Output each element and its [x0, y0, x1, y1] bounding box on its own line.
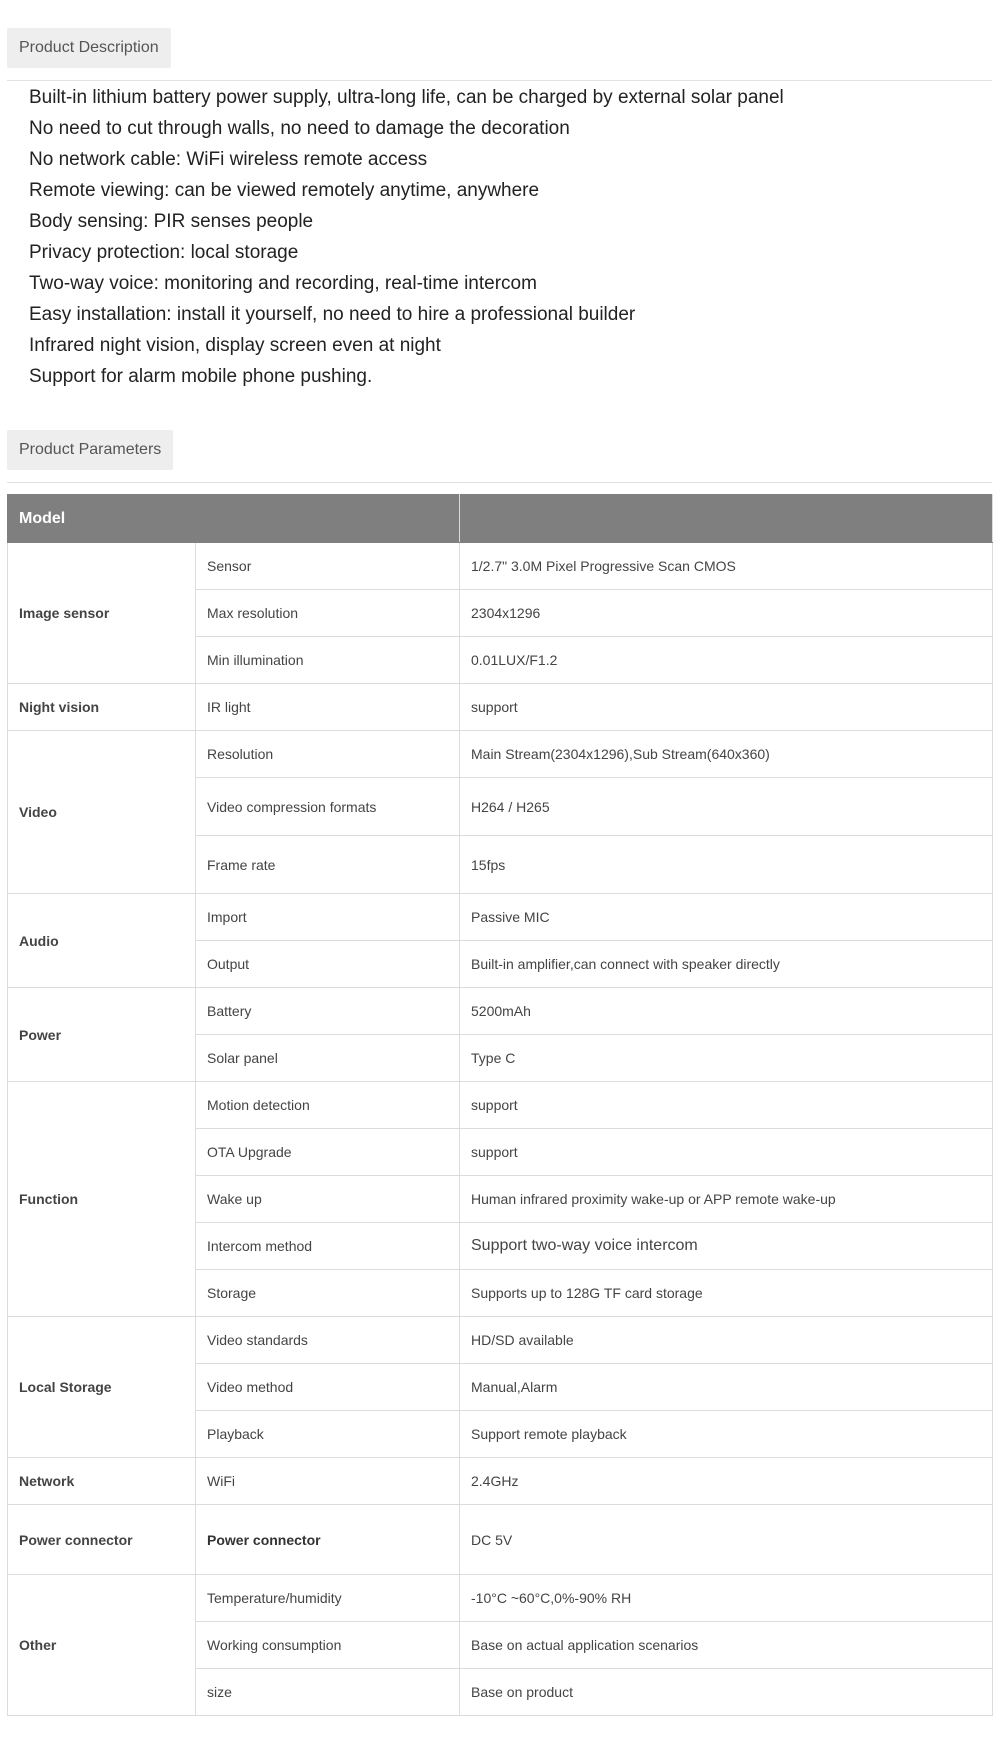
- param-label: Min illumination: [196, 637, 460, 684]
- param-label: Max resolution: [196, 590, 460, 637]
- param-value: 5200mAh: [460, 988, 993, 1035]
- feature-item: Infrared night vision, display screen even at night: [29, 335, 441, 356]
- param-value: Main Stream(2304x1296),Sub Stream(640x360): [460, 731, 993, 778]
- param-value: support: [460, 1082, 993, 1129]
- param-value: Support remote playback: [460, 1411, 993, 1458]
- table-row: [8, 1575, 993, 1622]
- param-label: Storage: [196, 1270, 460, 1317]
- param-value: 0.01LUX/F1.2: [460, 637, 993, 684]
- group-local-storage: Local Storage: [8, 1317, 196, 1458]
- section-divider: [7, 80, 992, 81]
- param-value: H264 / H265: [460, 778, 993, 836]
- feature-item: No need to cut through walls, no need to damage the decoration: [29, 118, 570, 139]
- group-network: Network: [8, 1458, 196, 1505]
- feature-item: Two-way voice: monitoring and recording, real-time intercom: [29, 273, 537, 294]
- param-value: Base on product: [460, 1669, 993, 1716]
- table-row: [8, 684, 993, 731]
- table-row: [8, 1082, 993, 1129]
- param-value: HD/SD available: [460, 1317, 993, 1364]
- param-label: Resolution: [196, 731, 460, 778]
- model-value-header: [460, 495, 993, 543]
- product-description-tab: Product Description: [7, 28, 171, 68]
- feature-item: Easy installation: install it yourself, no need to hire a professional builder: [29, 304, 636, 325]
- feature-item: Body sensing: PIR senses people: [29, 211, 314, 232]
- param-label: Working consumption: [196, 1622, 460, 1669]
- param-value: -10°C ~60°C,0%-90% RH: [460, 1575, 993, 1622]
- model-header: Model: [8, 495, 460, 543]
- param-value: 2304x1296: [460, 590, 993, 637]
- feature-item: No network cable: WiFi wireless remote access: [29, 149, 428, 170]
- feature-list: [29, 82, 784, 392]
- param-value: Type C: [460, 1035, 993, 1082]
- param-label: Power connector: [196, 1505, 460, 1575]
- param-label: Sensor: [196, 543, 460, 590]
- group-power: Power: [8, 988, 196, 1082]
- group-other: Other: [8, 1575, 196, 1716]
- param-value: support: [460, 684, 993, 731]
- group-video: Video: [8, 731, 196, 894]
- table-row: [8, 1317, 993, 1364]
- param-value: Base on actual application scenarios: [460, 1622, 993, 1669]
- table-row: [8, 988, 993, 1035]
- param-value: DC 5V: [460, 1505, 993, 1575]
- param-label: size: [196, 1669, 460, 1716]
- param-label: Solar panel: [196, 1035, 460, 1082]
- product-parameters-tab: Product Parameters: [7, 430, 173, 470]
- param-label: IR light: [196, 684, 460, 731]
- param-label: Output: [196, 941, 460, 988]
- feature-item: Privacy protection: local storage: [29, 242, 299, 263]
- param-label: Wake up: [196, 1176, 460, 1223]
- param-label: Intercom method: [196, 1223, 460, 1270]
- table-row: [8, 1458, 993, 1505]
- param-value: Passive MIC: [460, 894, 993, 941]
- group-image-sensor: Image sensor: [8, 543, 196, 684]
- param-value: 1/2.7" 3.0M Pixel Progressive Scan CMOS: [460, 543, 993, 590]
- feature-item: Remote viewing: can be viewed remotely anytime, anywhere: [29, 180, 540, 201]
- table-header-row: [8, 495, 993, 543]
- param-label: Video method: [196, 1364, 460, 1411]
- param-label: Frame rate: [196, 836, 460, 894]
- feature-item: Built-in lithium battery power supply, ultra-long life, can be charged by external solar panel: [29, 87, 784, 108]
- param-value: 15fps: [460, 836, 993, 894]
- param-value: Support two-way voice intercom: [460, 1223, 993, 1270]
- param-label: Battery: [196, 988, 460, 1035]
- table-row: [8, 1505, 993, 1575]
- param-label: Video standards: [196, 1317, 460, 1364]
- param-value: Manual,Alarm: [460, 1364, 993, 1411]
- param-label: Video compression formats: [196, 778, 460, 836]
- param-label: Playback: [196, 1411, 460, 1458]
- group-power-connector: Power connector: [8, 1505, 196, 1575]
- param-value: support: [460, 1129, 993, 1176]
- table-row: [8, 731, 993, 778]
- param-label: Temperature/humidity: [196, 1575, 460, 1622]
- group-night-vision: Night vision: [8, 684, 196, 731]
- table-row: [8, 543, 993, 590]
- param-label: Import: [196, 894, 460, 941]
- parameters-table: [7, 494, 993, 1716]
- param-label: OTA Upgrade: [196, 1129, 460, 1176]
- param-label: WiFi: [196, 1458, 460, 1505]
- param-label: Motion detection: [196, 1082, 460, 1129]
- param-value: Supports up to 128G TF card storage: [460, 1270, 993, 1317]
- group-function: Function: [8, 1082, 196, 1317]
- table-row: [8, 894, 993, 941]
- param-value: Built-in amplifier,can connect with speaker directly: [460, 941, 993, 988]
- feature-item: Support for alarm mobile phone pushing.: [29, 366, 373, 387]
- param-value: 2.4GHz: [460, 1458, 993, 1505]
- section-divider: [7, 482, 992, 483]
- param-value: Human infrared proximity wake-up or APP remote wake-up: [460, 1176, 993, 1223]
- group-audio: Audio: [8, 894, 196, 988]
